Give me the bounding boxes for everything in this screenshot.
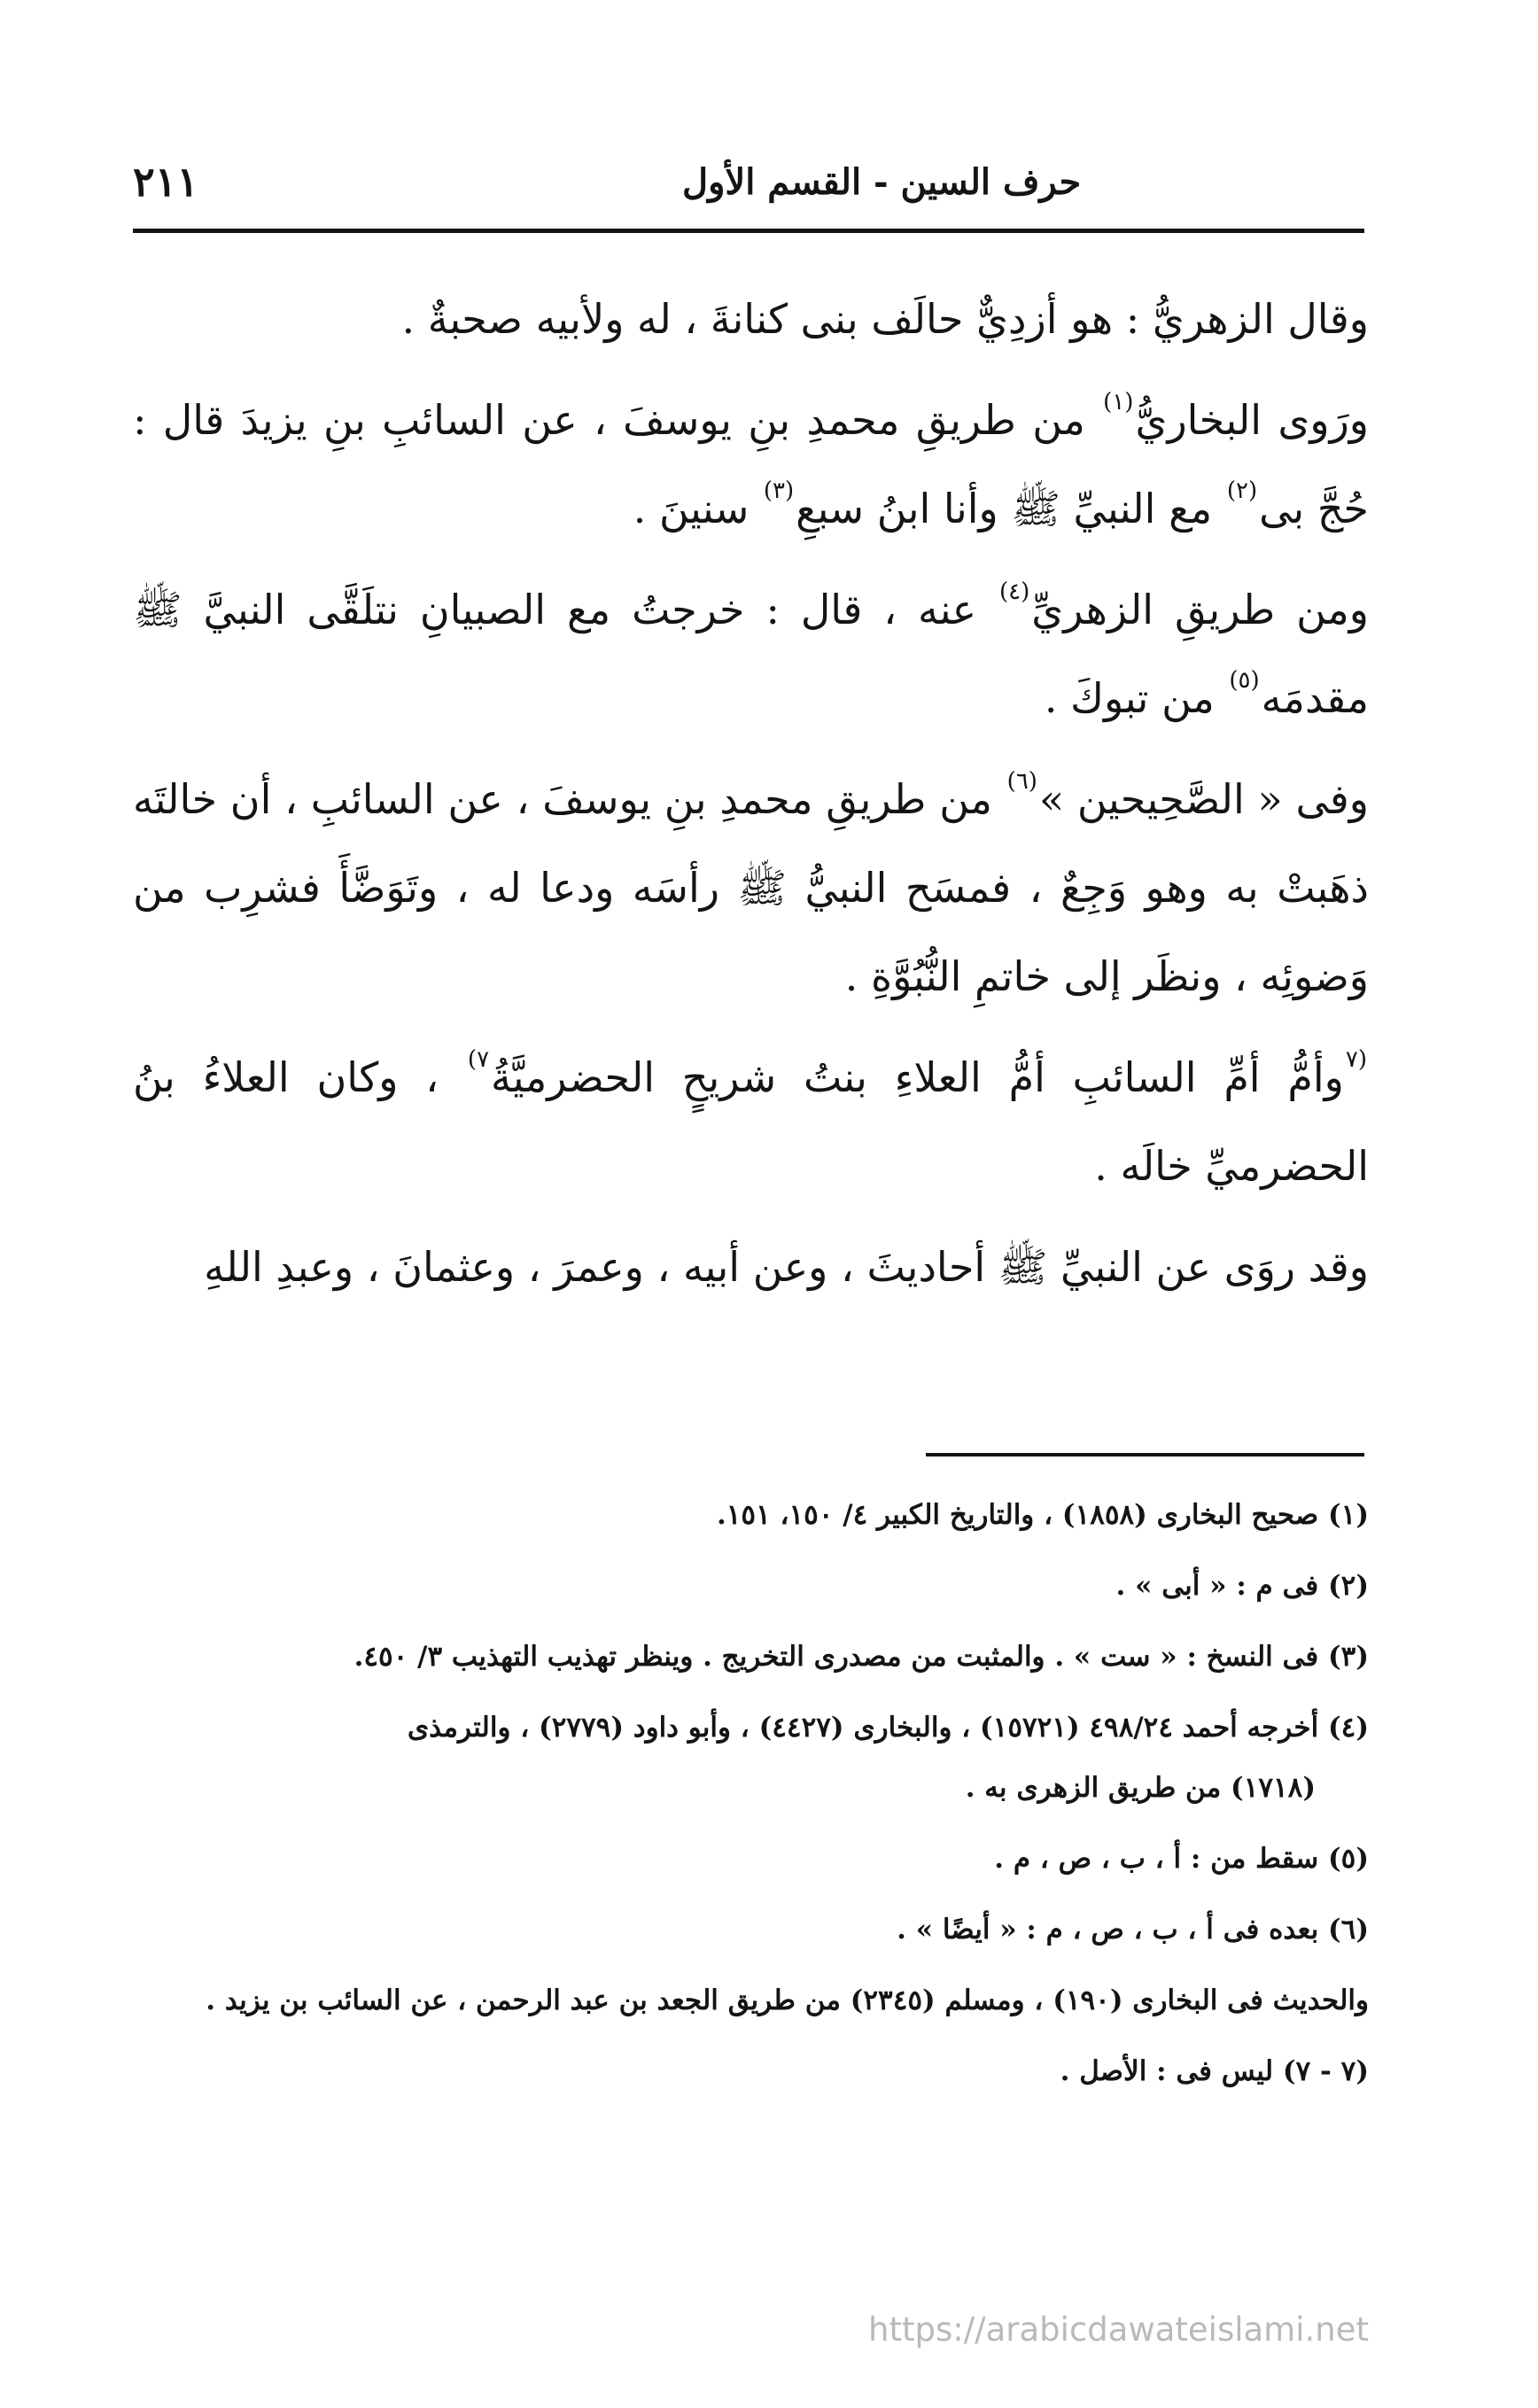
text-run: ورَوى البخاريُّ	[1135, 396, 1369, 444]
paragraph-3	[133, 565, 1369, 742]
footnote-3: (٣) فى النسخ : « ست » . والمثبت من مصدرى التخريج . وينظر تهذيب التهذيب ٣/ ٤٥٠.	[353, 1641, 1369, 1673]
text-run: من طريقِ محمدِ بنِ يوسفَ ، عن السائبِ ، أن خالتَه ذهَبتْ به وهو وَجِعٌ ، فمسَح النبيُّ ﷺ رأسَه ودعا له ، وتَوَضَّأَ فشرِب من وَضوئِه ، ونظَر إلى خاتمِ النُّبُوَّةِ .	[133, 775, 1369, 1000]
footnote-rule	[926, 1453, 1364, 1456]
footnote-ref-5: (٥)	[1229, 667, 1260, 694]
footnote-ref-6: (٦)	[1006, 768, 1037, 795]
paragraph-5	[133, 1033, 1369, 1210]
header-rule	[133, 229, 1364, 233]
text-run: ، وكان العلاءُ بنُ الحضرميِّ خالَه .	[133, 1053, 1369, 1190]
running-title: حرف السين - القسم الأول	[682, 161, 1082, 203]
footnote-4-line-2: (١٧١٨) من طريق الزهرى به .	[965, 1772, 1316, 1804]
footnote-7: (٧ - ٧) ليس فى : الأصل .	[1060, 2055, 1369, 2087]
footnote-6-note: والحديث فى البخارى (١٩٠) ، ومسلم (٢٣٤٥) من طريق الجعد بن عبد الرحمن ، عن السائب بن يزيد .	[206, 1985, 1369, 2016]
footnote-ref-4: (٤)	[998, 579, 1030, 605]
text-run: سنينَ .	[633, 485, 762, 532]
page-header	[133, 158, 1373, 214]
footnote-2: (٢) فى م : « أبى » .	[1115, 1570, 1369, 1602]
footnotes	[133, 1485, 1369, 2112]
footnote-5: (٥) سقط من : أ ، ب ، ص ، م .	[994, 1843, 1369, 1875]
text-run: ومن طريقِ الزهريِّ	[1031, 586, 1370, 633]
text-run: مع النبيِّ ﷺ وأنا ابنُ سبعِ	[796, 485, 1225, 532]
paragraph-4	[133, 755, 1369, 1021]
paragraph-6: وقد روَى عن النبيِّ ﷺ أحاديثَ ، وعن أبيه ، وعمرَ ، وعثمانَ ، وعبدِ اللهِ	[204, 1243, 1369, 1291]
text-run: عنه ، قال : خرجتُ مع الصبيانِ نتلَقَّى النبيَّ ﷺ مقدمَه	[133, 586, 1369, 722]
text-run: وأمُّ أمِّ السائبِ أمُّ العلاءِ بنتُ شريحٍ الحضرميَّةُ	[491, 1053, 1344, 1101]
footnote-1: (١) صحيح البخارى (١٨٥٨) ، والتاريخ الكبير ٤/ ١٥٠، ١٥١.	[716, 1499, 1369, 1531]
footnote-ref-3: (٣)	[763, 478, 795, 504]
footnote-ref-1: (١)	[1103, 389, 1134, 416]
main-text	[133, 275, 1369, 1311]
page-number: ٢١١	[133, 158, 199, 206]
footnote-4-line-1: (٤) أخرجه أحمد ٤٩٨/٢٤ (١٥٧٢١) ، والبخارى (٤٤٢٧) ، وأبو داود (٢٧٧٩) ، والترمذى	[407, 1712, 1369, 1744]
footnote-ref-7-start: (٧	[1345, 1046, 1367, 1073]
text-run: من طريقِ محمدِ بنِ يوسفَ ، عن السائبِ بنِ يزيدَ قال : حُجَّ بى	[133, 396, 1369, 532]
paragraph-1: وقال الزهريُّ : هو أزدِيٌّ حالَف بنى كنانةَ ، له ولأبيه صحبةٌ .	[401, 295, 1369, 343]
footnote-4	[133, 1697, 1369, 1818]
text-run: وفى « الصَّحِيحين »	[1038, 775, 1369, 823]
footnote-ref-7-end: ٧)	[467, 1046, 490, 1073]
watermark-url: https://arabicdawateislami.net	[868, 2311, 1369, 2349]
footnote-ref-2: (٢)	[1226, 478, 1258, 504]
text-run: من تبوكَ .	[1044, 674, 1228, 722]
paragraph-2	[133, 376, 1369, 553]
footnote-6: (٦) بعده فى أ ، ب ، ص ، م : « أيضًا » .	[897, 1914, 1369, 1946]
